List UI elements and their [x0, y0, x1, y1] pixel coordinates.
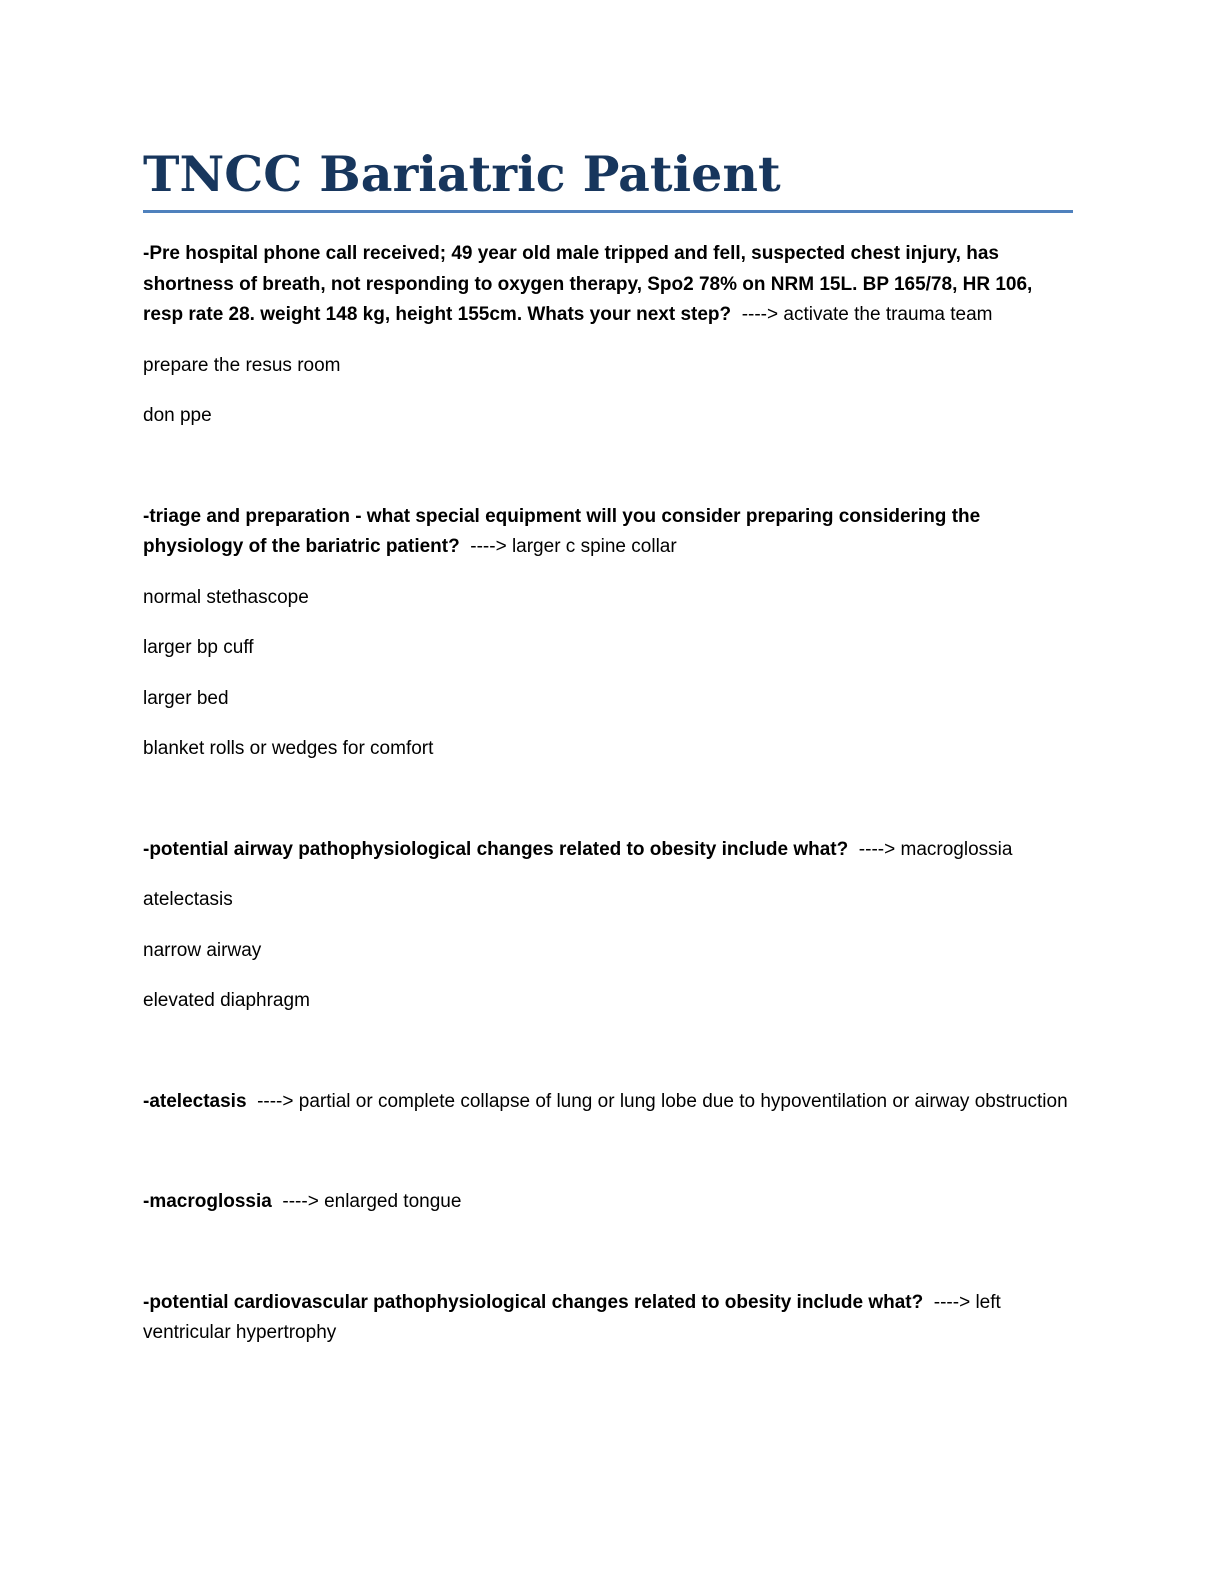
entry-answer: ----> enlarged tongue — [271, 1191, 462, 1212]
entry-question: -potential airway pathophysiological changes related to obesity include what? — [143, 838, 849, 860]
entry-question-paragraph — [143, 502, 1073, 563]
section-gap — [143, 1137, 1073, 1187]
entry-prehospital-call — [143, 239, 1073, 432]
entry-answer: ----> left ventricular hypertrophy — [143, 1291, 1007, 1343]
entry-question-paragraph — [143, 835, 1073, 866]
section-gap — [143, 1238, 1073, 1288]
entry-answer: ----> larger c spine collar — [459, 536, 677, 557]
section-gap — [143, 452, 1073, 502]
entry-answer: ----> activate the trauma team — [731, 304, 993, 325]
section-gap — [143, 1037, 1073, 1087]
entry-question: -triage and preparation - what special equipment will you consider preparing considering the physiology of the bariatric patient? — [143, 505, 986, 557]
entry-extra-line: larger bp cuff — [143, 637, 254, 658]
entry-question: -potential cardiovascular pathophysiological changes related to obesity include what? — [143, 1291, 924, 1313]
entry-question-paragraph — [143, 1288, 1073, 1349]
entry-question: -Pre hospital phone call received; 49 year old male tripped and fell, suspected chest injury, has shortness of breath, not responding to oxygen therapy, Spo2 78% on NRM 15L. BP 165/78, HR 106, resp rate 28. weight 148 kg, height 155cm. Whats your next step? — [143, 243, 1038, 325]
title-divider — [143, 210, 1073, 213]
entry-question: -macroglossia — [143, 1191, 272, 1212]
entry-extra-line: prepare the resus room — [143, 354, 341, 376]
entry-extra-line: normal stethascope — [143, 586, 309, 608]
entry-extra-line: narrow airway — [143, 939, 262, 961]
entry-atelectasis — [143, 1087, 1073, 1118]
entry-question-paragraph — [143, 1187, 1073, 1218]
entry-answer: ----> macroglossia — [848, 838, 1013, 860]
entry-question-paragraph — [143, 239, 1073, 331]
entry-extra-line: elevated diaphragm — [143, 990, 310, 1011]
document-page — [143, 140, 1073, 1369]
entry-extra-line: larger bed — [143, 687, 229, 709]
section-gap — [143, 785, 1073, 835]
entry-triage-preparation — [143, 502, 1073, 765]
entry-extra-line: blanket rolls or wedges for comfort — [143, 738, 434, 759]
entry-extra-line: atelectasis — [143, 889, 233, 910]
entry-extra-line: don ppe — [143, 405, 212, 426]
entry-answer: ----> partial or complete collapse of lung or lung lobe due to hypoventilation or airway obstruction — [246, 1090, 1068, 1112]
document-title: TNCC Bariatric Patient — [143, 145, 781, 203]
entry-macroglossia — [143, 1187, 1073, 1218]
entry-question: -atelectasis — [143, 1090, 247, 1112]
entry-cardiovascular-changes — [143, 1288, 1073, 1349]
entry-airway-changes — [143, 835, 1073, 1017]
entry-question-paragraph — [143, 1087, 1073, 1118]
